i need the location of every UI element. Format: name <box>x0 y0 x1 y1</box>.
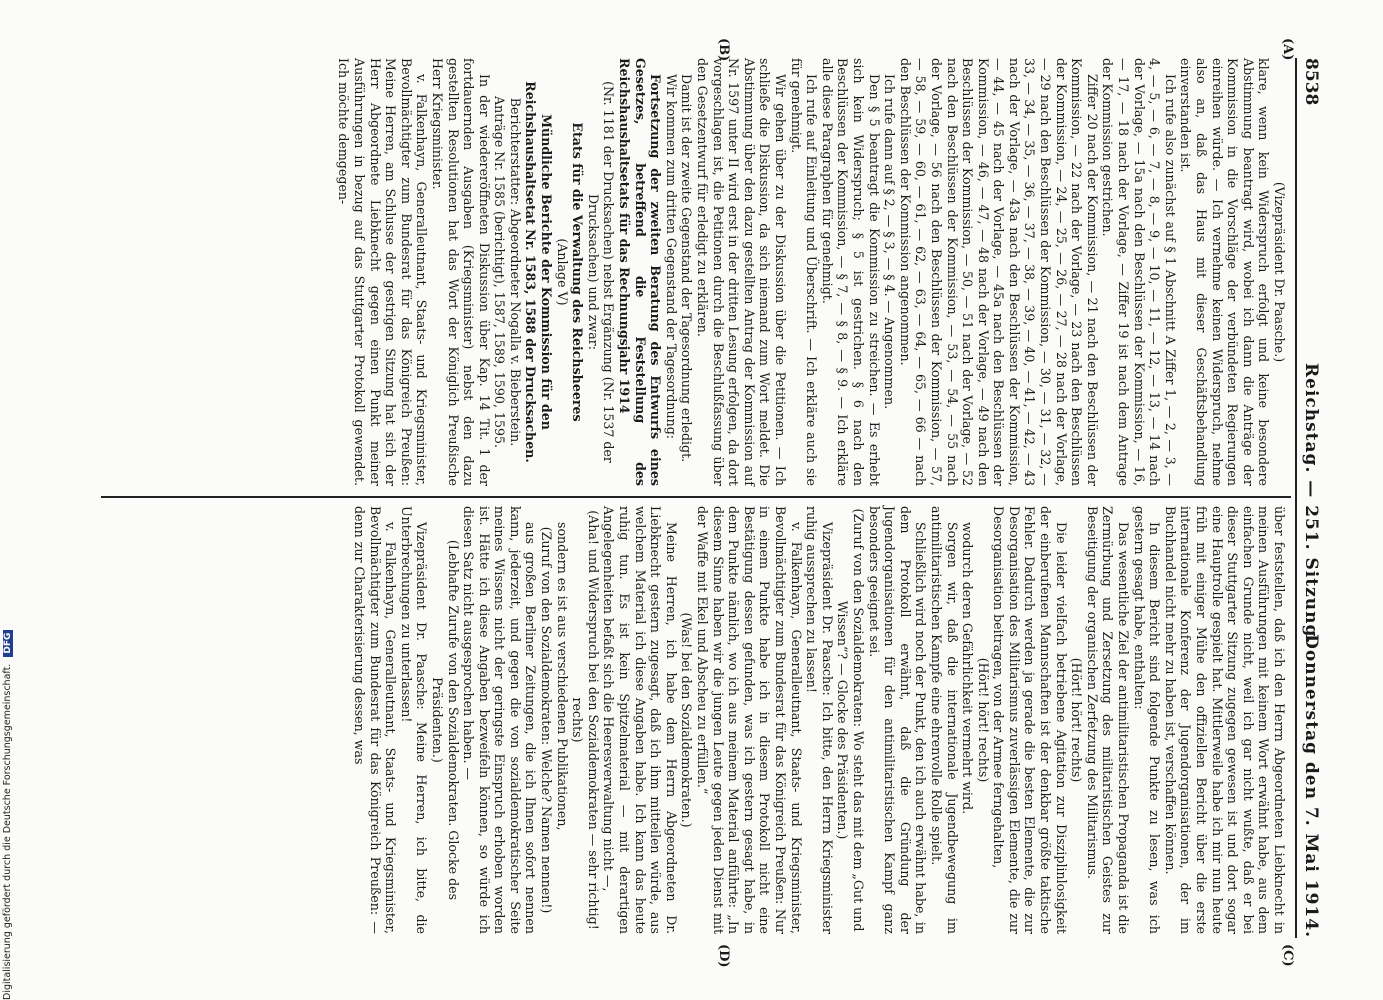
paragraph: Ich rufe dann auf § 2, — § 3, — § 4. — Angenommen. <box>882 74 898 410</box>
paragraph: Etats für die Verwaltung des Reichsheeres <box>570 122 586 422</box>
page-header <box>1295 58 1321 938</box>
paragraph: Den § 5 beantragt die Kommission zu streichen. — Es erhebt sich kein Widerspruch; § 5 ist gestrichen. § 6 nach den Beschlüssen der Kommission, — § 7, — § 8, — § 9. — Ich erkläre alle diese Paragraphen für genehmigt. <box>819 58 882 486</box>
paragraph: v. Falkenhayn, Generalleutnant, Staats- und Kriegsminister, Bevollmächtigter zum Bundesrat für das Königreich Preußen: — denn zur Charakterisierung dessen, was <box>351 506 399 934</box>
paragraph: Schließlich wird noch der Punkt, den ich auch erwähnt habe, in dem Protokoll erwähnt, daß die Gründung der Jugendorganisationen für den antimilitaristischen Kampf ganz besonders geeignet sei. <box>866 506 929 934</box>
paragraph: In der wiedereröffneten Diskussion über Kap. 14 Tit. 1 der fortdauernden Ausgaben (Kriegsminister) nebst den dazu gestellten Resolutionen hat das Wort der Königlich Preußische Herr Kriegsminister. <box>429 58 492 486</box>
paragraph: Ziffer 20 nach der Kommission, — 21 nach den Beschlüssen der Kommission, — 22 nach der Vorlage, — 23 nach den Beschlüssen der Kommission, — 24, — 25, — 26, — 27, — 28 nach der Vorlage, — 29 nach den Beschlüssen der Kommission, — 30, — 31, — 32, — 33, — 34, — 35, — 36, — 37, — 38, — 39, — 40, — 41, — 42, — 43 nach der Vorlage, — 43a nach den Beschlüssen der Kommission, — 44, — 45 nach der Vorlage, — 45a nach den Beschlüssen der Kommission, — 46, — 47, — 48 nach der Vorlage, — 49 nach den Beschlüssen der Kommission, — 50, — 51 nach der Vorlage, — 52 nach den Beschlüssen der Kommission, — 53, — 54, — 55 nach der Vorlage, — 56 nach den Beschlüssen der Kommission, — 57, — 58, — 59, — 60, — 61, — 62, — 63, — 64, — 65, — 66 — nach den Beschlüssen der Kommission angenommen. <box>897 58 1100 486</box>
margin-marker-a: (A) <box>1280 38 1295 61</box>
dfg-logo: DFG <box>3 630 13 657</box>
paragraph: Wir kommen zum dritten Gegenstand der Tagesordnung: <box>663 74 679 440</box>
paragraph: v. Falkenhayn, Generalleutnant, Staats- und Kriegsminister, Bevollmächtigter zum Bundesrat für das Königreich Preußen: Nur in einem Punkte habe ich in diesem Protokoll nicht eine Bestätigung dessen gefunden, was ich gestern gesagt habe, in dem Punkte nämlich, wo ich aus meinem Material anführte: „In diesem Sinne haben wir die jungen Leute gegen jeden Dienst mit der Waffe mit Ekel und Abscheu zu erfüllen.“ <box>695 506 804 934</box>
credit-text: Digitalisierung gefördert durch die Deutsche Forschungsgemeinschaft. <box>2 663 13 1000</box>
paragraph: Damit ist der zweite Gegenstand der Tagesordnung erledigt. <box>679 74 695 463</box>
page-number: 8538 <box>1301 58 1321 106</box>
paragraph: Wir gehen über zu der Diskussion über die Petitionen. — Ich schließe die Diskussion, da sich niemand zum Wort meldet. Die Abstimmung über den dazu gestellten Antrag der Kommission auf Nr. 1597 unter II wird erst in der dritten Lesung erfolgen, da dort vorgeschlagen ist, die Petitionen durch die Beschlußfassung über den Gesetzentwurf für erledigt zu erklären. <box>695 58 788 486</box>
paragraph: (Was! bei den Sozialdemokraten.) <box>679 612 695 828</box>
paragraph: Berichterstatter: Abgeordneter Nogalla v. Bieberstein. <box>507 97 523 447</box>
margin-marker-b: (B) <box>716 38 731 62</box>
digitization-credit <box>2 630 13 1000</box>
left-column <box>336 58 1287 486</box>
paragraph: (Anlage V) <box>554 238 570 306</box>
paragraph: (Zuruf von den Sozialdemokraten: Wo steht das mit dem „Gut und Wissen“? — Glocke des Präsidenten.) <box>835 508 866 932</box>
paragraph: Fortsetzung der zweiten Beratung des Entwurfs eines Gesetzes, betreffend die Feststellung des Reichshaushaltsetats für das Rechnungsjahr 1914 <box>617 58 664 486</box>
right-column <box>351 506 1287 934</box>
column-divider <box>101 496 1291 498</box>
paragraph: v. Falkenhayn, Generalleutnant, Staats- und Kriegsminister, Bevollmächtigter zum Bundesrat für das Königreich Preußen: Meine Herren, am Schlusse der gestrigen Sitzung hat sich der Herr Abgeordnete Liebknecht gegen einen Punkt meiner Ausführungen in bezug auf das Stuttgarter Protokoll gewendet. Ich möchte demgegen- <box>336 58 430 486</box>
paragraph: wodurch deren Gefährlichkeit vermehrt wird. <box>960 522 976 815</box>
paragraph: (Aha! und Widerspruch bei den Sozialdemokraten — sehr richtig! rechts) <box>570 510 601 930</box>
paragraph: aus großen Berliner Zeitungen, die ich Ihnen sofort nennen kann, jederzeit, und gegen die von sozialdemokratischer Seite meines Wissens nicht der geringste Einspruch erhoben worden ist. Hätte ich diese Angaben bezweifeln können, so würde ich diesen Satz nicht ausgesprochen haben. — <box>461 506 539 934</box>
paragraph: Vizepräsident Dr. Paasche: Meine Herren, ich bitte, die Unterbrechungen zu unterlassen! <box>398 506 430 934</box>
paragraph: (Hört! hört! rechts) <box>975 657 991 783</box>
paragraph: Anträge Nr. 1585 (berichtigt), 1587, 1589, 1590, 1595. <box>492 95 508 449</box>
paragraph: Ich rufe auf Einleitung und Überschrift. — Ich erkläre auch sie für genehmigt. <box>788 58 820 486</box>
paragraph: In diesem Bericht sind folgende Punkte zu lesen, was ich gestern gesagt habe, enthalten: <box>1131 506 1163 934</box>
paragraph: (Vizepräsident Dr. Paasche.) <box>1272 181 1287 363</box>
paragraph: (Lebhafte Zurufe von den Sozialdemokraten. Glocke des Präsidenten.) <box>429 539 461 901</box>
paragraph: über feststellen, daß ich den Herrn Abgeordneten Liebknecht in meinen Ausführungen mit keinem Wort erwähnt habe, aus dem einfachen Grunde nicht, weil ich gar nicht wußte, daß er bei dieser Stuttgarter Sitzung zugegen gewesen ist und dort sogar eine Hauptrolle gespielt hat. Mittlerweile habe ich mir nun heute früh mit einiger Mühe den offiziellen Bericht über die erste internationale Konferenz der Jugendorganisationen, der im Buchhandel nicht mehr zu haben ist, verschaffen können. <box>1162 506 1287 934</box>
paragraph: Vizepräsident Dr. Paasche: Ich bitte, den Herrn Kriegsminister ruhig aussprechen zu lassen! <box>804 506 835 934</box>
paragraph: Sorgen wir, daß die internationale Jugendbewegung im antimilitaristischen Kampfe eine ehrenvolle Rolle spielt. <box>928 506 960 934</box>
session-title: Reichstag. — 251. Sitzung. <box>1301 363 1321 645</box>
paragraph: klare, wenn kein Widerspruch erfolgt und keine besondere Abstimmung beantragt wird, wobei ich dann die Anträge der Kommission in die Vorschläge der verbündeten Regierungen einreihen würde. — Ich vernehme keinen Widerspruch, nehme also an, daß das Haus mit dieser Geschäftsbehandlung einverstanden ist. <box>1178 58 1272 486</box>
paragraph: Meine Herren, ich habe dem Herrn Abgeordneten Dr. Liebknecht gestern zugesagt, daß ich ihm mitteilen würde, aus welchem Material ich diese Angaben habe. Ich kann das heute ruhig tun. Es ist kein Spitzelmaterial — mit derartigen Angelegenheiten befaßt sich die Heeresverwaltung nicht —, <box>601 506 679 934</box>
session-date: Donnerstag den 7. Mai 1914. <box>1301 634 1321 938</box>
paragraph: (Nr. 1181 der Drucksachen) nebst Ergänzung (Nr. 1537 der Drucksachen) und zwar: <box>585 81 617 463</box>
margin-marker-c: (C) <box>1280 944 1295 967</box>
paragraph: (Zuruf von den Sozialdemokraten: Welche? Namen nennen!) <box>539 526 555 914</box>
paragraph: Ich rufe also zunächst auf § 1 Abschnitt A Ziffer 1, — 2, — 3, — 4, — 5, — 6, — 7, — 8, — 9, — 10, — 11, — 12, — 13, — 14 nach der Vorlage, — 15a nach den Beschlüssen der Kommission, — 16, — 17, — 18 nach der Vorlage, — Ziffer 19 ist nach dem Antrage der Kommission gestrichen. <box>1100 58 1178 486</box>
paragraph: Das wesentliche Ziel der antimilitaristischen Propaganda ist die Zermürbung und Zersetzung des militaristischen Geistes zur Beseitigung der organischen Zerfetzung des Militarismus. <box>1084 506 1132 934</box>
paragraph: Mündliche Berichte der Kommission für den Reichshaushaltsetat Nr. 1583, 1588 der Drucksachen. <box>523 81 555 463</box>
margin-marker-d: (D) <box>716 944 731 968</box>
paragraph: sondern es ist aus verschiedenen Publikationen, <box>554 522 570 831</box>
paragraph: Die leider vielfach betriebene Agitation zur Disziplinlosigkeit der einberufenen Mannschaften ist der denkbar größte taktische Fehler. Dadurch werden ja gerade die besten Elemente, die zur Desorganisation des Militarismus zuverlässigen Elemente, die zur Desorganisation beitragen, von der Armee ferngehalten, <box>991 506 1069 934</box>
paragraph: (Hört! hört! rechts) <box>1069 657 1085 783</box>
